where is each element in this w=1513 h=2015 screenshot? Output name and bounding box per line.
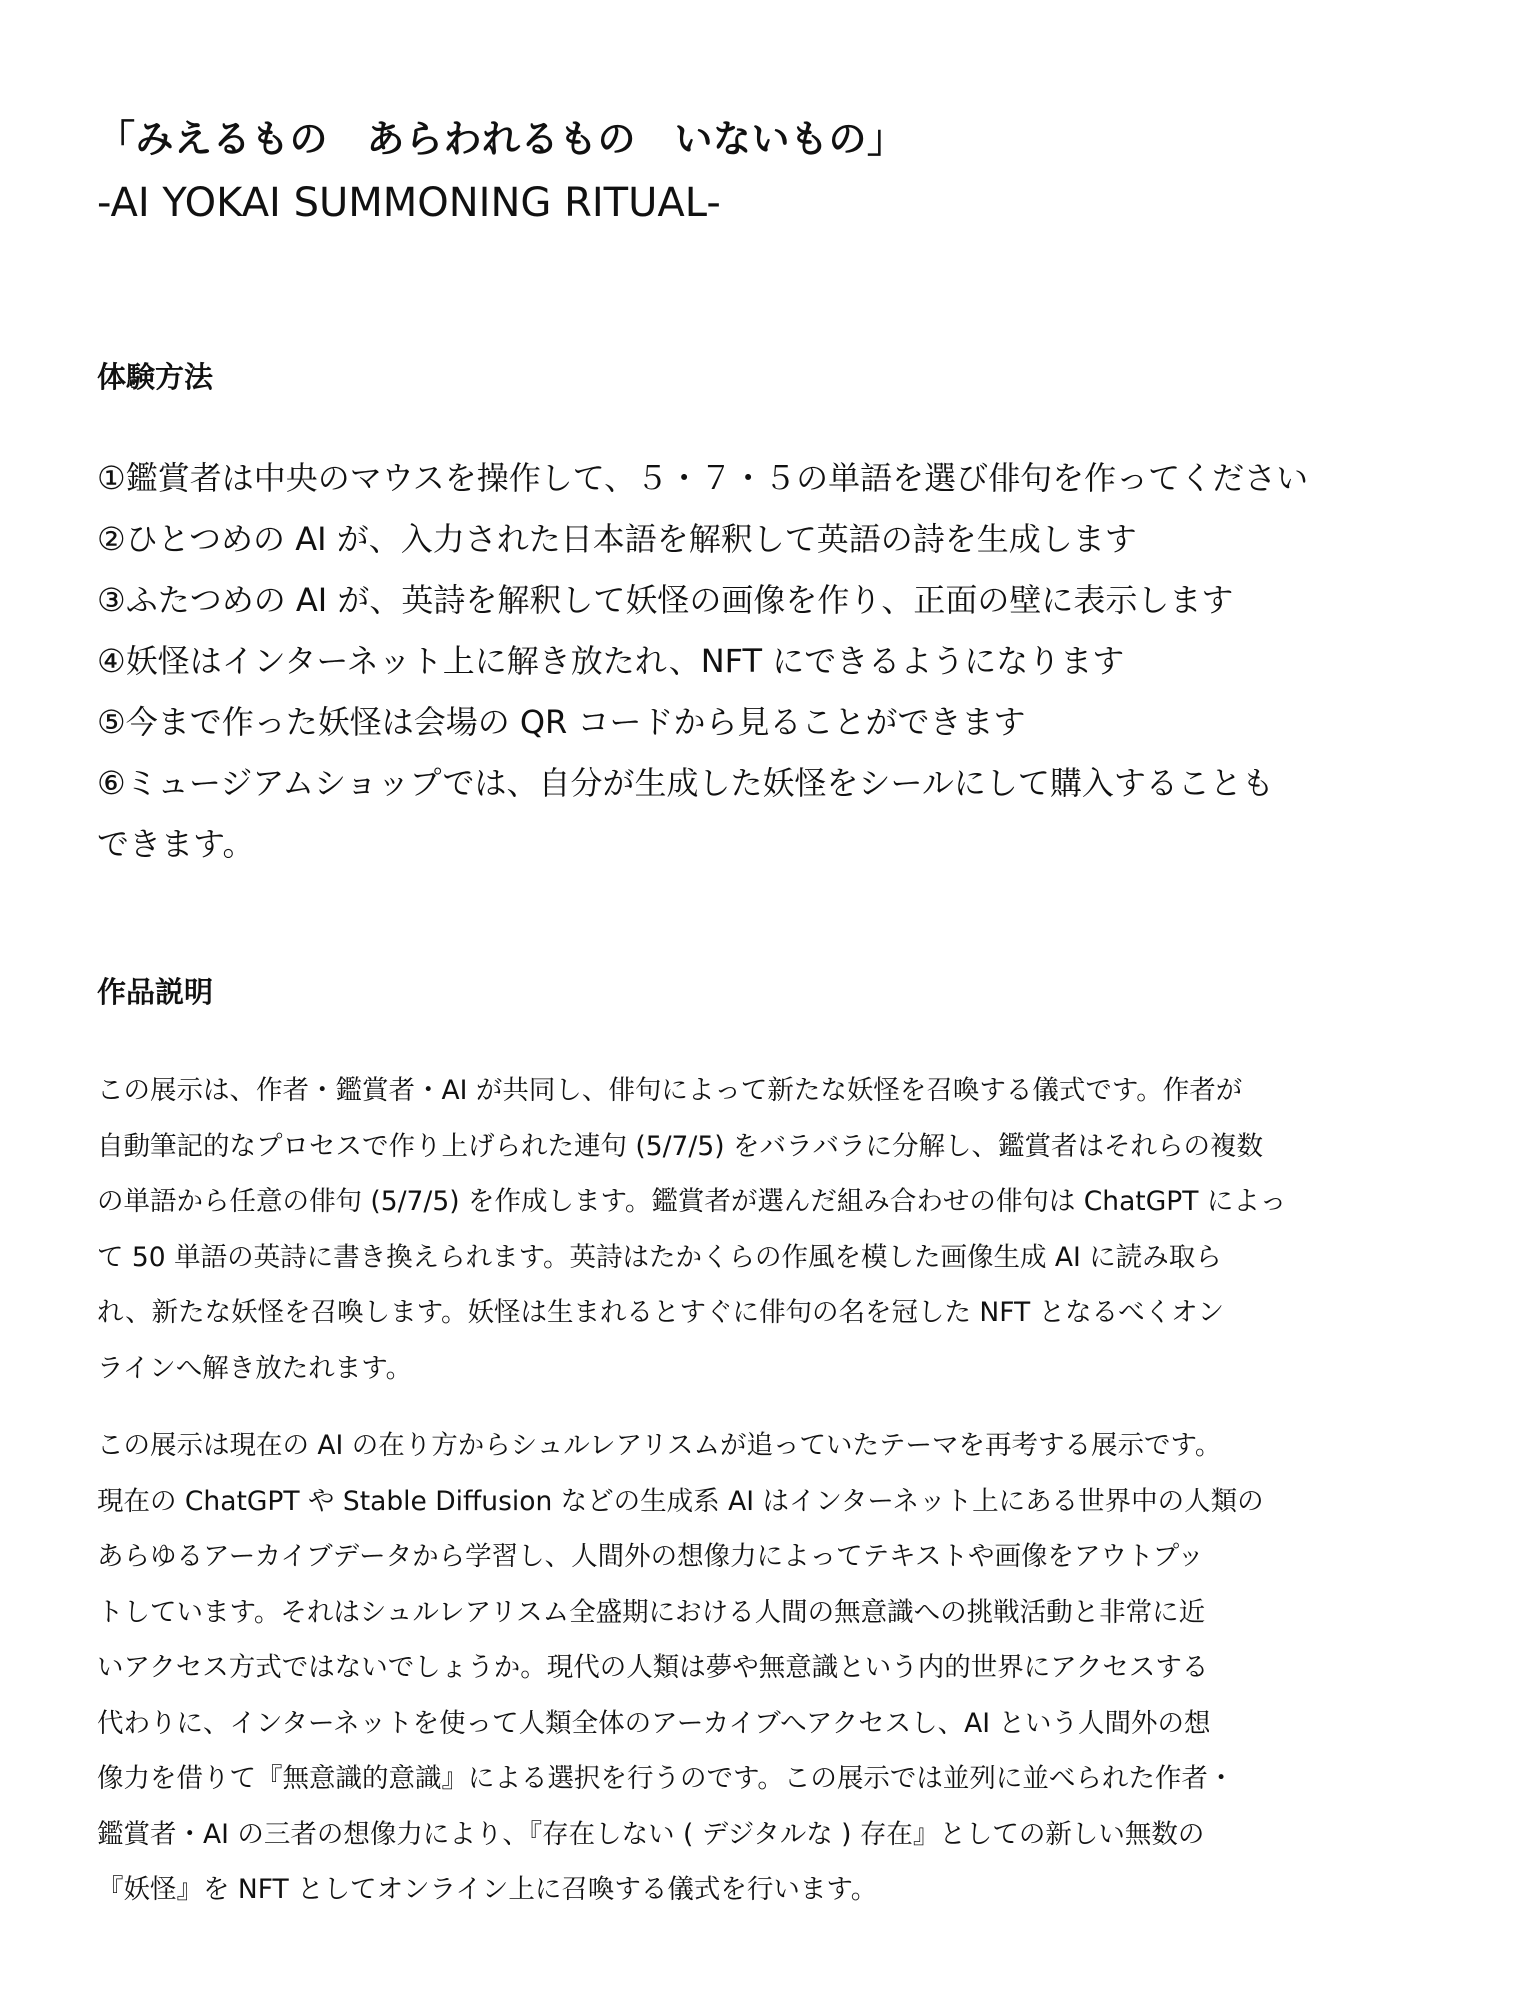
title-english: -AI YOKAI SUMMONING RITUAL-: [97, 180, 721, 226]
method-step-continuation: できます。: [97, 825, 255, 863]
title-japanese: 「みえるもの あらわれるもの いないもの」: [97, 117, 906, 161]
method-heading: 体験方法: [97, 360, 214, 394]
paragraph-line: 自動筆記的なプロセスで作り上げられた連句 (5/7/5) をバラバラに分解し、鑑賞者はそれらの複数: [97, 1130, 1263, 1162]
method-step: ⑤今まで作った妖怪は会場の QR コードから見ることができます: [97, 703, 1026, 741]
paragraph-line: トしています。それはシュルレアリスム全盛期における人間の無意識への挑戦活動と非常に近: [97, 1596, 1206, 1628]
paragraph-line: れ、新たな妖怪を召喚します。妖怪は生まれるとすぐに俳句の名を冠した NFT となるべくオン: [97, 1297, 1225, 1328]
paragraph-line: て 50 単語の英詩に書き換えられます。英詩はたかくらの作風を模した画像生成 AI に読み取ら: [97, 1241, 1222, 1273]
paragraph-line: 代わりに、インターネットを使って人類全体のアーカイブへアクセスし、AI という人間外の想: [97, 1707, 1211, 1739]
paragraph-line: 像力を借りて『無意識的意識』による選択を行うのです。この展示では並列に並べられた作者・: [97, 1763, 1235, 1794]
description-paragraph-1: [97, 1063, 1437, 1396]
method-step: ④妖怪はインターネット上に解き放たれ、NFT にできるようになります: [97, 642, 1125, 680]
method-step: ①鑑賞者は中央のマウスを操作して、５・７・５の単語を選び俳句を作ってください: [97, 459, 1309, 497]
paragraph-line: 『妖怪』を NFT としてオンライン上に召喚する儀式を行います。: [97, 1874, 878, 1905]
paragraph-line: いアクセス方式ではないでしょうか。現代の人類は夢や無意識という内的世界にアクセスする: [97, 1652, 1209, 1683]
paragraph-line: の単語から任意の俳句 (5/7/5) を作成します。鑑賞者が選んだ組み合わせの俳句は ChatGPT によっ: [97, 1186, 1287, 1217]
description-paragraph-2: [97, 1418, 1437, 1918]
description-heading: 作品説明: [97, 975, 214, 1009]
paragraph-line: あらゆるアーカイブデータから学習し、人間外の想像力によってテキストや画像をアウトプッ: [97, 1541, 1204, 1572]
method-step: ③ふたつめの AI が、英詩を解釈して妖怪の画像を作り、正面の壁に表示します: [97, 581, 1234, 619]
paragraph-line: 現在の ChatGPT や Stable Diffusion などの生成系 AI はインターネット上にある世界中の人類の: [97, 1485, 1264, 1517]
paragraph-line: 鑑賞者・AI の三者の想像力により、『存在しない ( デジタルな ) 存在』としての新しい無数の: [97, 1818, 1205, 1850]
method-steps-list: [97, 448, 1457, 875]
method-step: ②ひとつめの AI が、入力された日本語を解釈して英語の詩を生成します: [97, 520, 1137, 558]
paragraph-line: この展示は現在の AI の在り方からシュルレアリスムが追っていたテーマを再考する展示です。: [97, 1430, 1222, 1461]
method-step: ⑥ミュージアムショップでは、自分が生成した妖怪をシールにして購入することも: [97, 764, 1274, 802]
paragraph-line: ラインへ解き放たれます。: [97, 1352, 413, 1384]
paragraph-line: この展示は、作者・鑑賞者・AI が共同し、俳句によって新たな妖怪を召喚する儀式です。作者が: [97, 1075, 1243, 1106]
